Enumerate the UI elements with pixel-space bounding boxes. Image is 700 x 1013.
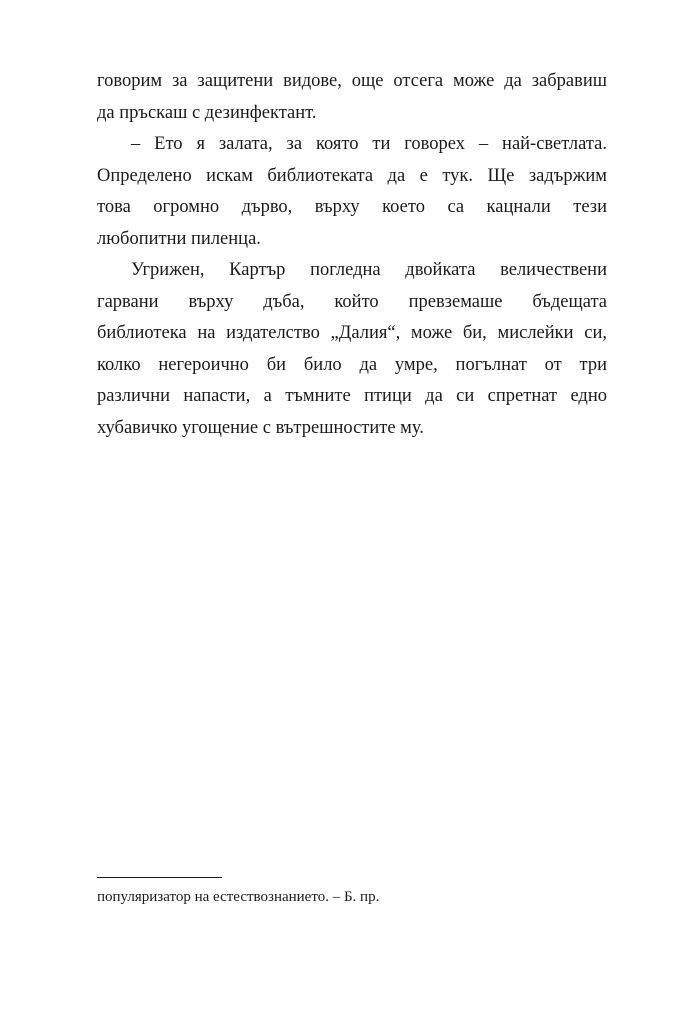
body-text	[97, 66, 607, 444]
text-line: Угрижен, Картър погледна двойката величествени	[131, 260, 607, 280]
text-line: – Ето я залата, за която ти говорех – най-светлата.	[131, 134, 607, 154]
text-line: Определено искам библиотеката да е тук. Ще задържим	[97, 165, 607, 186]
text-line: това огромно дърво, върху което са кацнали тези	[97, 197, 607, 217]
footnote-divider	[97, 877, 222, 878]
text-line: библиотека на издателство „Далия“, може би, мислейки си,	[97, 323, 607, 343]
text-line: да пръскаш с дезинфектант.	[97, 102, 317, 123]
text-line: различни напасти, а тъмните птици да си спретнат едно	[97, 386, 607, 406]
text-line: гарвани върху дъба, който превземаше бъдещата	[97, 291, 607, 312]
text-line: любопитни пиленца.	[97, 228, 261, 249]
text-line: хубавичко угощение с вътрешностите му.	[97, 417, 424, 438]
footnote-text: популяризатор на естествознанието. – Б. пр.	[97, 889, 380, 905]
text-line: колко негероично би било да умре, погълнат от три	[97, 354, 607, 375]
text-line: говорим за защитени видове, още отсега може да забравиш	[97, 71, 607, 91]
